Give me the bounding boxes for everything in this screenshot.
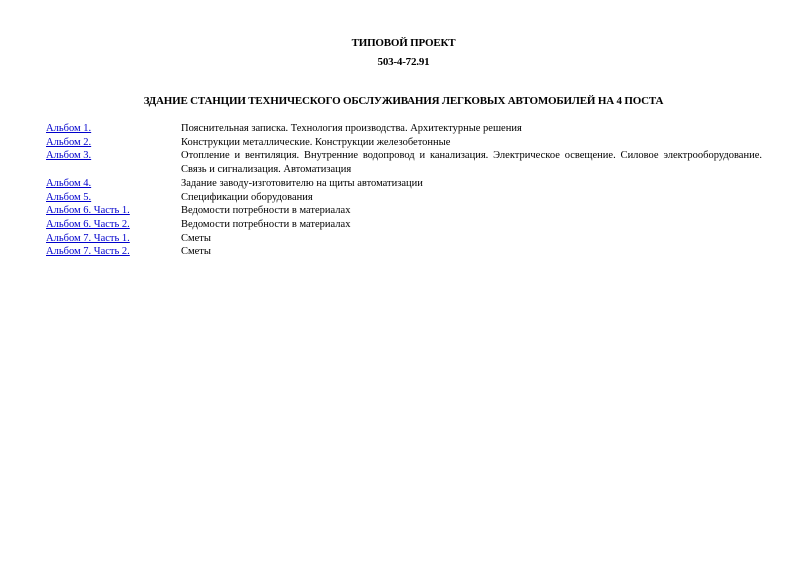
album-description: Ведомости потребности в материалах [181, 205, 351, 217]
album-description: Ведомости потребности в материалах [181, 218, 351, 230]
album-list [46, 122, 762, 259]
album-row [46, 232, 762, 246]
album-link-3[interactable]: Альбом 3. [46, 150, 92, 162]
album-row [46, 122, 762, 136]
album-row [46, 218, 762, 232]
album-description: Задание заводу-изготовителю на щиты автоматизации [181, 177, 423, 189]
album-description: Спецификации оборудования [181, 191, 313, 203]
album-link-2[interactable]: Альбом 2. [46, 136, 92, 148]
doc-type-heading: ТИПОВОЙ ПРОЕКТ [351, 37, 456, 49]
album-row [46, 191, 762, 205]
album-row [46, 204, 762, 218]
album-description: Пояснительная записка. Технология производства. Архитектурные решения [181, 123, 522, 134]
album-link-5[interactable]: Альбом 5. [46, 191, 92, 203]
album-row [46, 136, 762, 150]
album-row [46, 149, 762, 176]
album-description: Сметы [181, 232, 211, 244]
album-row [46, 177, 762, 191]
album-description: Конструкции металлические. Конструкции железобетонные [181, 136, 451, 148]
doc-title-heading: ЗДАНИЕ СТАНЦИИ ТЕХНИЧЕСКОГО ОБСЛУЖИВАНИЯ ЛЕГКОВЫХ АВТОМОБИЛЕЙ НА 4 ПОСТА [143, 95, 664, 107]
album-link-1[interactable]: Альбом 1. [46, 123, 92, 134]
album-link-7-part-2[interactable]: Альбом 7. Часть 2. [46, 246, 130, 258]
doc-number-heading: 503-4-72.91 [377, 56, 430, 68]
album-link-7-part-1[interactable]: Альбом 7. Часть 1. [46, 232, 130, 244]
album-link-6-part-1[interactable]: Альбом 6. Часть 1. [46, 205, 130, 217]
album-description: Отопление и вентиляция. Внутренние водопровод и канализация. Электрическое освещение. Силовое электрооборудование. Связь и сигнализация. Автоматизация [181, 150, 762, 176]
album-description: Сметы [181, 246, 211, 258]
album-link-4[interactable]: Альбом 4. [46, 177, 92, 189]
album-link-6-part-2[interactable]: Альбом 6. Часть 2. [46, 218, 130, 230]
album-row [46, 245, 762, 259]
